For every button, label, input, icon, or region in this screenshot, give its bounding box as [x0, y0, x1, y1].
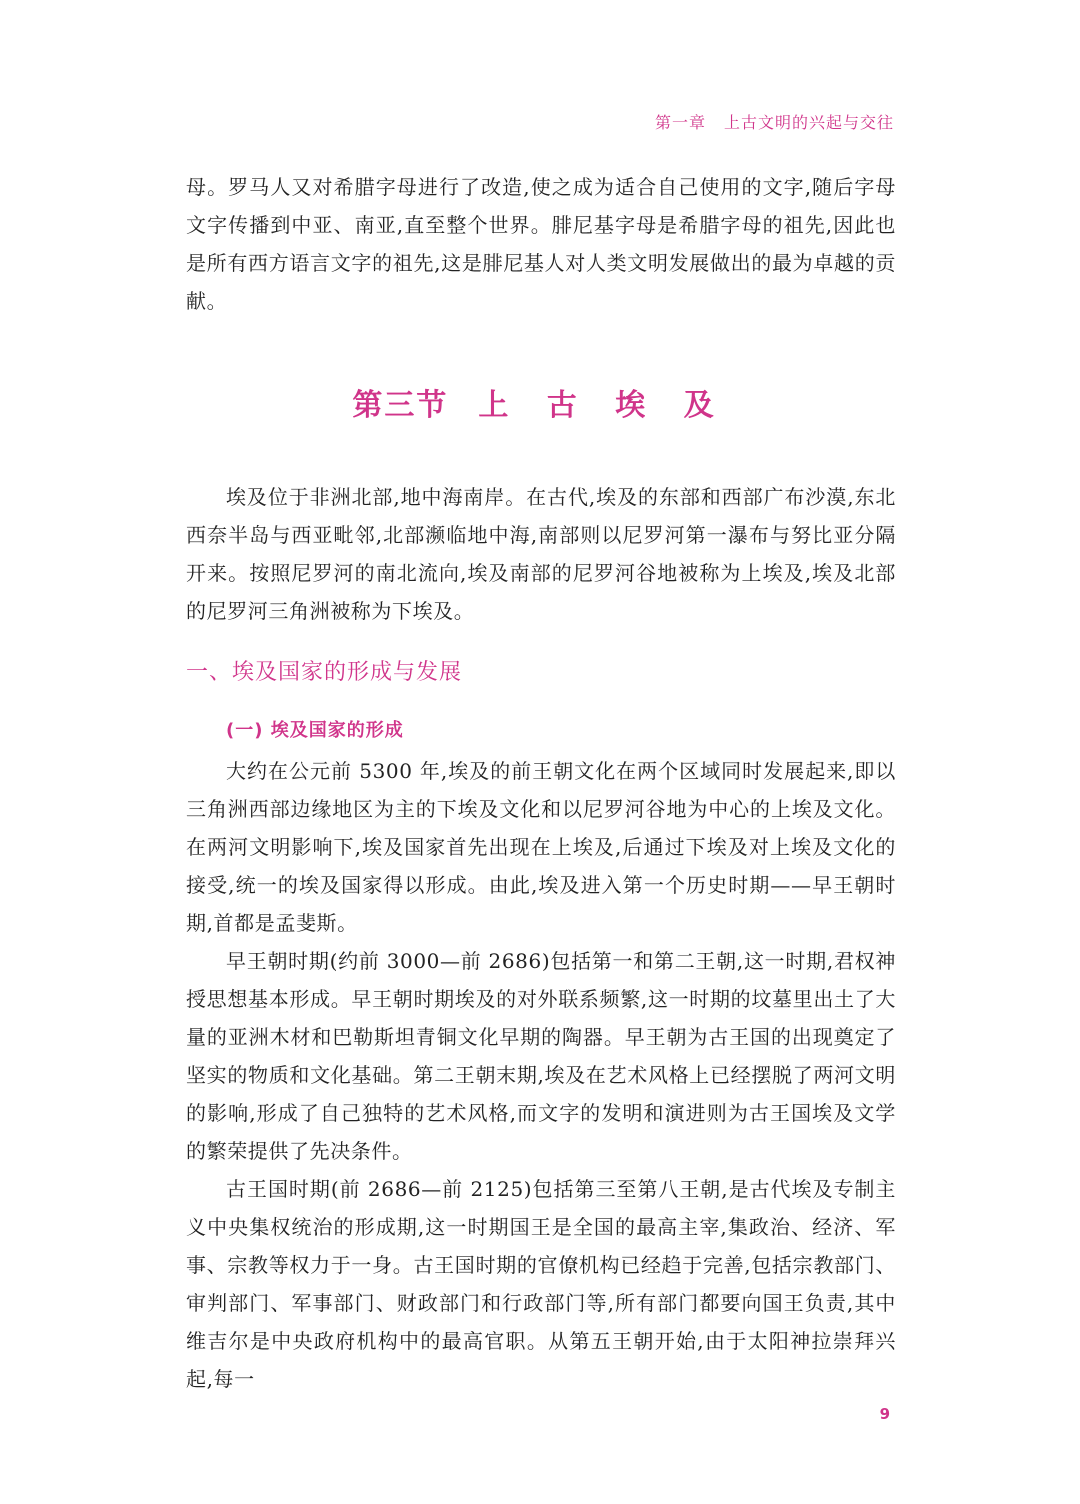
heading-level-1: 一、埃及国家的形成与发展	[186, 660, 463, 685]
intro-text	[186, 478, 896, 630]
running-header	[655, 110, 894, 133]
section-title	[0, 380, 1080, 424]
section-number: 第三节	[352, 388, 449, 423]
page-number: 9	[879, 1405, 890, 1423]
body-paragraph-2: 早王朝时期(约前 3000—前 2686)包括第一和第二王朝,这一时期,君权神授思想基本形成。早王朝时期埃及的对外联系频繁,这一时期的坟墓里出土了大量的亚洲木材和巴勒斯坦青铜文化早期的陶器。早王朝为古王国的出现奠定了坚实的物质和文化基础。第二王朝末期,埃及在艺术风格上已经摆脱了两河文明的影响,形成了自己独特的艺术风格,而文字的发明和演进则为古王国埃及文学的繁荣提供了先决条件。	[186, 949, 896, 1163]
body-paragraph-3: 古王国时期(前 2686—前 2125)包括第三至第八王朝,是古代埃及专制主义中央集权统治的形成期,这一时期国王是全国的最高主宰,集政治、经济、军事、宗教等权力于一身。古王国时期的官僚机构已经趋于完善,包括宗教部门、审判部门、军事部门、财政部门和行政部门等,所有部门都要向国王负责,其中维吉尔是中央政府机构中的最高官职。从第五王朝开始,由于太阳神拉崇拜兴起,每一	[186, 1177, 896, 1391]
continuation-text	[186, 168, 896, 320]
body-text	[186, 752, 896, 1398]
heading-level-2: (一) 埃及国家的形成	[226, 720, 404, 741]
chapter-title: 上古文明的兴起与交往	[723, 113, 894, 132]
section-name: 上 古 埃 及	[478, 388, 728, 423]
intro-paragraph: 埃及位于非洲北部,地中海南岸。在古代,埃及的东部和西部广布沙漠,东北西奈半岛与西亚毗邻,北部濒临地中海,南部则以尼罗河第一瀑布与努比亚分隔开来。按照尼罗河的南北流向,埃及南部的尼罗河谷地被称为上埃及,埃及北部的尼罗河三角洲被称为下埃及。	[186, 485, 896, 623]
body-paragraph-1: 大约在公元前 5300 年,埃及的前王朝文化在两个区域同时发展起来,即以三角洲西部边缘地区为主的下埃及文化和以尼罗河谷地为中心的上埃及文化。在两河文明影响下,埃及国家首先出现在上埃及,后通过下埃及对上埃及文化的接受,统一的埃及国家得以形成。由此,埃及进入第一个历史时期——早王朝时期,首都是孟斐斯。	[186, 759, 896, 935]
continuation-paragraph: 母。罗马人又对希腊字母进行了改造,使之成为适合自己使用的文字,随后字母文字传播到中亚、南亚,直至整个世界。腓尼基字母是希腊字母的祖先,因此也是所有西方语言文字的祖先,这是腓尼基人对人类文明发展做出的最为卓越的贡献。	[186, 175, 896, 313]
chapter-number: 第一章	[654, 113, 706, 132]
